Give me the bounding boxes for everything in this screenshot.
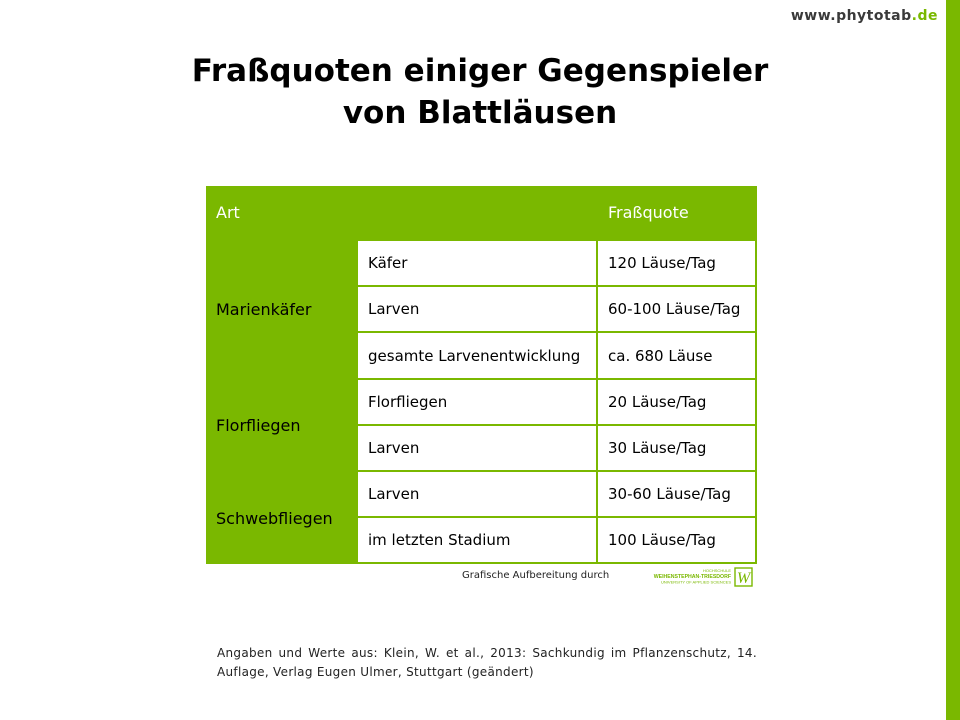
- page-title-line-1: Fraßquoten einiger Gegenspieler: [191, 53, 769, 89]
- table-cell-rate: 60-100 Läuse/Tag: [598, 287, 755, 331]
- group-name-schwebfliegen: Schwebfliegen: [216, 508, 333, 528]
- table-cell-rate: 120 Läuse/Tag: [598, 241, 755, 285]
- table-cell-rate: 20 Läuse/Tag: [598, 380, 755, 424]
- group-name-marienkaefer: Marienkäfer: [216, 300, 312, 319]
- table-cell-stage: gesamte Larvenentwicklung: [358, 333, 596, 378]
- group-name-florfliegen: Florfliegen: [216, 415, 301, 435]
- logo-mark: W: [736, 570, 751, 587]
- table-cell-rate: 30-60 Läuse/Tag: [598, 472, 755, 516]
- site-url-name: phytotab: [836, 8, 912, 24]
- header-cell-rate: Fraßquote: [608, 203, 689, 222]
- table-cell-stage: Florfliegen: [358, 380, 596, 424]
- university-logo: [638, 567, 754, 587]
- page-title-line-2: von Blattläusen: [342, 95, 618, 131]
- table-cell-stage: Käfer: [358, 241, 596, 285]
- table-cell-rate: ca. 680 Läuse: [598, 333, 755, 378]
- site-url-suffix: .de: [911, 8, 938, 24]
- site-url: [791, 8, 938, 24]
- logo-line-1: HOCHSCHULE: [702, 568, 731, 573]
- header-cell-stage: [358, 186, 596, 239]
- feeding-rate-table: [206, 186, 757, 564]
- source-footnote: Angaben und Werte aus: Klein, W. et al., 2013: Sachkundig im Pflanzenschutz, 14. Auflage, Verlag Eugen Ulmer, Stuttgart (geändert): [217, 646, 757, 679]
- page-title: [120, 50, 840, 134]
- logo-line-2: WEIHENSTEPHAN-TRIESDORF: [653, 574, 731, 580]
- credit-text: Grafische Aufbereitung durch: [462, 570, 610, 581]
- table-cell-rate: 30 Läuse/Tag: [598, 426, 755, 470]
- table-cell-stage: Larven: [358, 287, 596, 331]
- header-cell-art: Art: [216, 203, 240, 222]
- accent-side-bar: [946, 0, 960, 720]
- table-cell-stage: Larven: [358, 472, 596, 516]
- table-cell-stage: im letzten Stadium: [358, 518, 596, 562]
- logo-line-3: UNIVERSITY OF APPLIED SCIENCES: [661, 579, 731, 585]
- table-cell-rate: 100 Läuse/Tag: [598, 518, 755, 562]
- site-url-prefix: www.: [790, 8, 837, 24]
- table-cell-stage: Larven: [358, 426, 596, 470]
